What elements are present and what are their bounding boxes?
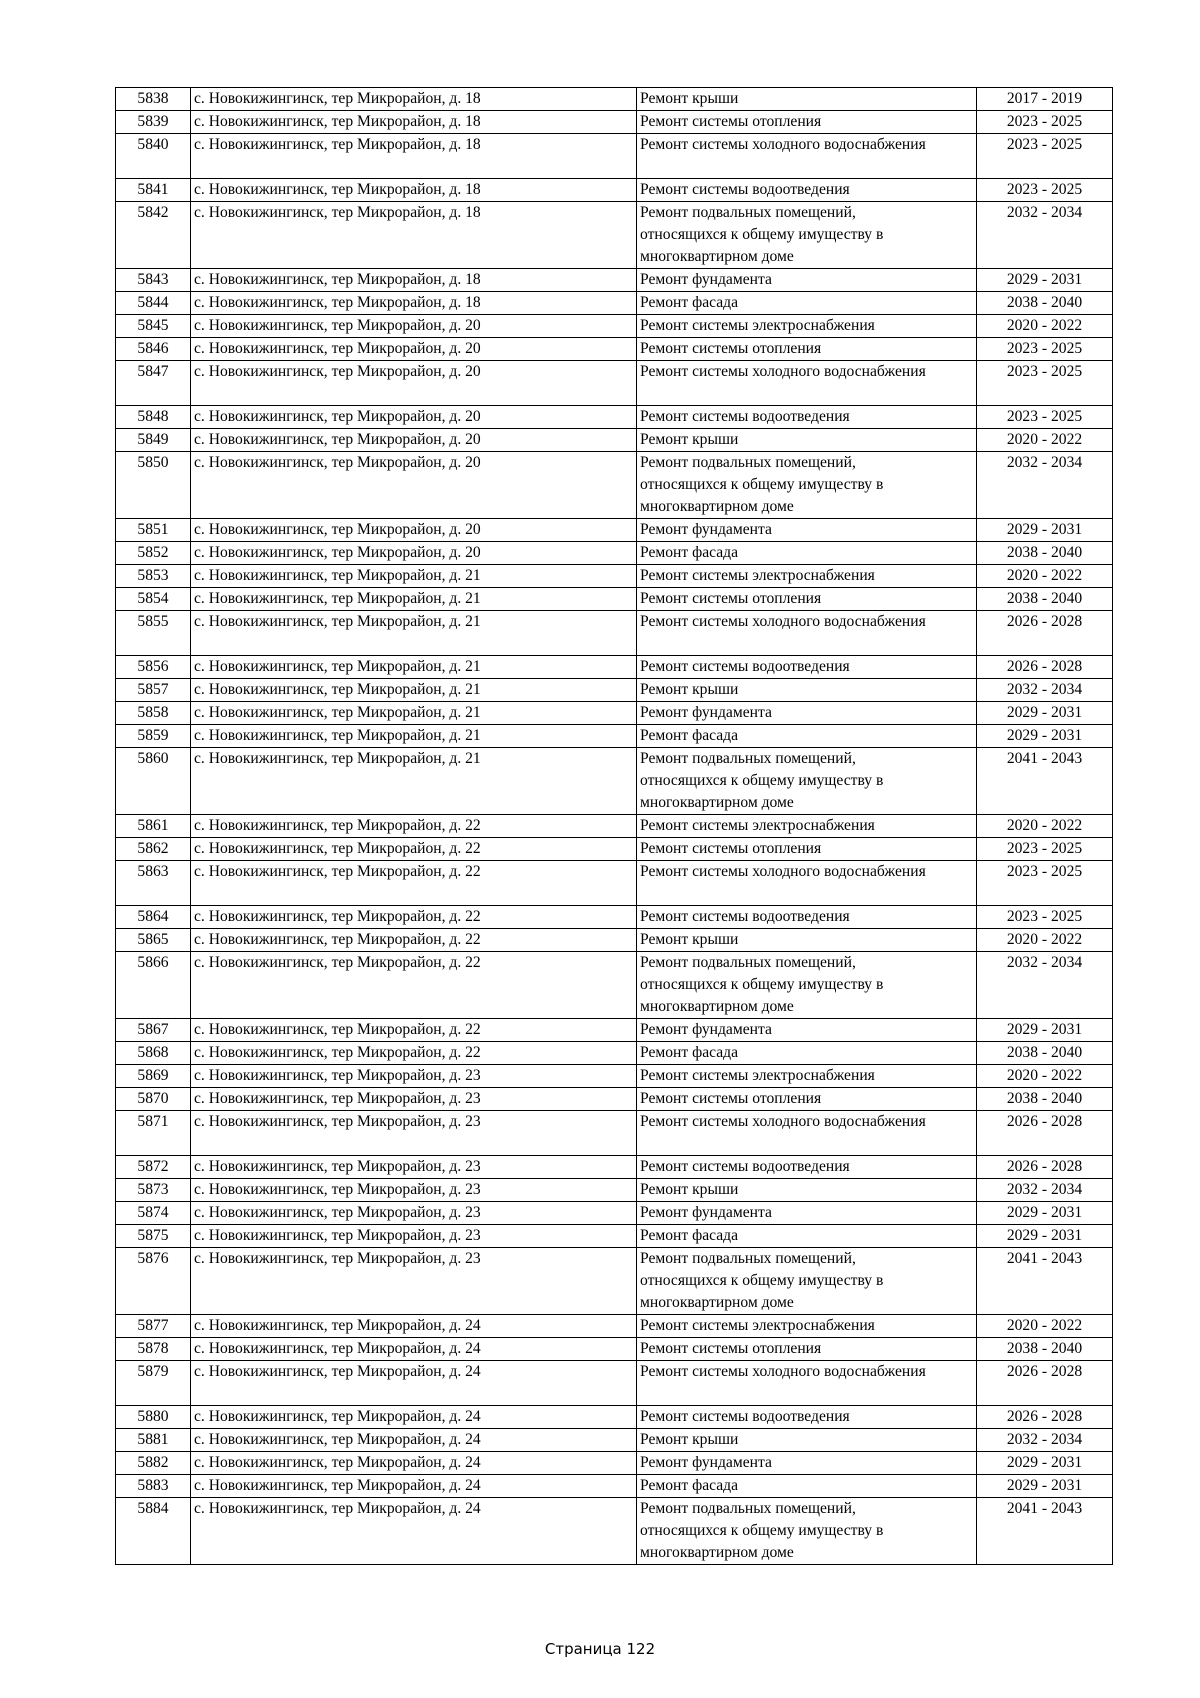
table-row — [116, 1361, 1113, 1406]
address-cell: с. Новокижингинск, тер Микрорайон, д. 21 — [191, 611, 637, 656]
period-cell: 2026 - 2028 — [977, 611, 1113, 656]
table-row — [116, 519, 1113, 542]
table-row — [116, 1202, 1113, 1225]
work-type-cell: Ремонт подвальных помещений, относящихся к общему имуществу в многоквартирном доме — [637, 202, 977, 269]
table-row — [116, 1156, 1113, 1179]
table-row — [116, 429, 1113, 452]
work-type-cell: Ремонт фундамента — [637, 269, 977, 292]
table-row — [116, 111, 1113, 134]
address-cell: с. Новокижингинск, тер Микрорайон, д. 21 — [191, 725, 637, 748]
row-number-cell: 5866 — [116, 952, 191, 1019]
period-cell: 2038 - 2040 — [977, 1338, 1113, 1361]
row-number-cell: 5883 — [116, 1475, 191, 1498]
table-row — [116, 748, 1113, 815]
period-cell: 2020 - 2022 — [977, 429, 1113, 452]
address-cell: с. Новокижингинск, тер Микрорайон, д. 22 — [191, 1019, 637, 1042]
table-row — [116, 361, 1113, 406]
address-cell: с. Новокижингинск, тер Микрорайон, д. 23 — [191, 1088, 637, 1111]
work-type-cell: Ремонт фундамента — [637, 1202, 977, 1225]
address-cell: с. Новокижингинск, тер Микрорайон, д. 21 — [191, 679, 637, 702]
work-type-cell: Ремонт фасада — [637, 725, 977, 748]
row-number-cell: 5878 — [116, 1338, 191, 1361]
address-cell: с. Новокижингинск, тер Микрорайон, д. 20 — [191, 452, 637, 519]
work-type-cell: Ремонт системы холодного водоснабжения — [637, 134, 977, 179]
work-type-cell: Ремонт системы водоотведения — [637, 906, 977, 929]
period-cell: 2023 - 2025 — [977, 361, 1113, 406]
row-number-cell: 5852 — [116, 542, 191, 565]
address-cell: с. Новокижингинск, тер Микрорайон, д. 18 — [191, 88, 637, 111]
address-cell: с. Новокижингинск, тер Микрорайон, д. 23 — [191, 1225, 637, 1248]
table-row — [116, 542, 1113, 565]
period-cell: 2038 - 2040 — [977, 588, 1113, 611]
work-type-cell: Ремонт системы отопления — [637, 111, 977, 134]
row-number-cell: 5867 — [116, 1019, 191, 1042]
row-number-cell: 5843 — [116, 269, 191, 292]
work-type-cell: Ремонт подвальных помещений, относящихся к общему имуществу в многоквартирном доме — [637, 952, 977, 1019]
period-cell: 2032 - 2034 — [977, 679, 1113, 702]
work-type-cell: Ремонт системы холодного водоснабжения — [637, 1111, 977, 1156]
table-row — [116, 838, 1113, 861]
work-type-cell: Ремонт системы холодного водоснабжения — [637, 611, 977, 656]
work-type-cell: Ремонт системы отопления — [637, 838, 977, 861]
work-type-cell: Ремонт системы водоотведения — [637, 656, 977, 679]
period-cell: 2038 - 2040 — [977, 1088, 1113, 1111]
table-row — [116, 1429, 1113, 1452]
address-cell: с. Новокижингинск, тер Микрорайон, д. 24 — [191, 1475, 637, 1498]
work-type-cell: Ремонт крыши — [637, 429, 977, 452]
address-cell: с. Новокижингинск, тер Микрорайон, д. 23 — [191, 1111, 637, 1156]
row-number-cell: 5853 — [116, 565, 191, 588]
work-type-cell: Ремонт системы отопления — [637, 1338, 977, 1361]
row-number-cell: 5851 — [116, 519, 191, 542]
period-cell: 2020 - 2022 — [977, 1065, 1113, 1088]
address-cell: с. Новокижингинск, тер Микрорайон, д. 24 — [191, 1361, 637, 1406]
address-cell: с. Новокижингинск, тер Микрорайон, д. 24 — [191, 1315, 637, 1338]
address-cell: с. Новокижингинск, тер Микрорайон, д. 23 — [191, 1156, 637, 1179]
address-cell: с. Новокижингинск, тер Микрорайон, д. 20 — [191, 315, 637, 338]
period-cell: 2023 - 2025 — [977, 111, 1113, 134]
address-cell: с. Новокижингинск, тер Микрорайон, д. 18 — [191, 179, 637, 202]
period-cell: 2020 - 2022 — [977, 565, 1113, 588]
address-cell: с. Новокижингинск, тер Микрорайон, д. 24 — [191, 1498, 637, 1565]
table-row — [116, 1475, 1113, 1498]
repair-schedule-table — [115, 87, 1113, 1565]
row-number-cell: 5875 — [116, 1225, 191, 1248]
work-type-cell: Ремонт подвальных помещений, относящихся к общему имуществу в многоквартирном доме — [637, 748, 977, 815]
table-row — [116, 1088, 1113, 1111]
address-cell: с. Новокижингинск, тер Микрорайон, д. 24 — [191, 1452, 637, 1475]
work-type-cell: Ремонт системы холодного водоснабжения — [637, 1361, 977, 1406]
row-number-cell: 5864 — [116, 906, 191, 929]
table-row — [116, 452, 1113, 519]
work-type-cell: Ремонт фундамента — [637, 1019, 977, 1042]
period-cell: 2029 - 2031 — [977, 1225, 1113, 1248]
period-cell: 2038 - 2040 — [977, 542, 1113, 565]
table-row — [116, 1498, 1113, 1565]
row-number-cell: 5841 — [116, 179, 191, 202]
row-number-cell: 5882 — [116, 1452, 191, 1475]
address-cell: с. Новокижингинск, тер Микрорайон, д. 22 — [191, 952, 637, 1019]
table-row — [116, 952, 1113, 1019]
row-number-cell: 5880 — [116, 1406, 191, 1429]
table-row — [116, 292, 1113, 315]
address-cell: с. Новокижингинск, тер Микрорайон, д. 24 — [191, 1429, 637, 1452]
work-type-cell: Ремонт подвальных помещений, относящихся к общему имуществу в многоквартирном доме — [637, 452, 977, 519]
table-row — [116, 1406, 1113, 1429]
row-number-cell: 5848 — [116, 406, 191, 429]
work-type-cell: Ремонт крыши — [637, 1179, 977, 1202]
period-cell: 2026 - 2028 — [977, 656, 1113, 679]
row-number-cell: 5840 — [116, 134, 191, 179]
period-cell: 2029 - 2031 — [977, 725, 1113, 748]
row-number-cell: 5838 — [116, 88, 191, 111]
work-type-cell: Ремонт системы водоотведения — [637, 1156, 977, 1179]
work-type-cell: Ремонт фасада — [637, 292, 977, 315]
work-type-cell: Ремонт крыши — [637, 1429, 977, 1452]
table-row — [116, 338, 1113, 361]
table-row — [116, 1338, 1113, 1361]
table-row — [116, 1065, 1113, 1088]
period-cell: 2023 - 2025 — [977, 838, 1113, 861]
row-number-cell: 5879 — [116, 1361, 191, 1406]
work-type-cell: Ремонт подвальных помещений, относящихся к общему имуществу в многоквартирном доме — [637, 1248, 977, 1315]
table-row — [116, 269, 1113, 292]
table-row — [116, 861, 1113, 906]
period-cell: 2023 - 2025 — [977, 861, 1113, 906]
page-number: Страница 122 — [544, 1640, 656, 1658]
period-cell: 2032 - 2034 — [977, 202, 1113, 269]
address-cell: с. Новокижингинск, тер Микрорайон, д. 23 — [191, 1065, 637, 1088]
table-row — [116, 1452, 1113, 1475]
address-cell: с. Новокижингинск, тер Микрорайон, д. 20 — [191, 406, 637, 429]
work-type-cell: Ремонт системы электроснабжения — [637, 1065, 977, 1088]
period-cell: 2029 - 2031 — [977, 1475, 1113, 1498]
address-cell: с. Новокижингинск, тер Микрорайон, д. 23 — [191, 1248, 637, 1315]
address-cell: с. Новокижингинск, тер Микрорайон, д. 18 — [191, 111, 637, 134]
address-cell: с. Новокижингинск, тер Микрорайон, д. 21 — [191, 588, 637, 611]
row-number-cell: 5873 — [116, 1179, 191, 1202]
work-type-cell: Ремонт фундамента — [637, 1452, 977, 1475]
work-type-cell: Ремонт системы отопления — [637, 588, 977, 611]
work-type-cell: Ремонт фасада — [637, 1042, 977, 1065]
table-row — [116, 179, 1113, 202]
address-cell: с. Новокижингинск, тер Микрорайон, д. 18 — [191, 134, 637, 179]
period-cell: 2026 - 2028 — [977, 1156, 1113, 1179]
table-row — [116, 1042, 1113, 1065]
work-type-cell: Ремонт фундамента — [637, 702, 977, 725]
row-number-cell: 5842 — [116, 202, 191, 269]
period-cell: 2029 - 2031 — [977, 1019, 1113, 1042]
work-type-cell: Ремонт крыши — [637, 88, 977, 111]
period-cell: 2020 - 2022 — [977, 1315, 1113, 1338]
address-cell: с. Новокижингинск, тер Микрорайон, д. 22 — [191, 838, 637, 861]
period-cell: 2032 - 2034 — [977, 952, 1113, 1019]
address-cell: с. Новокижингинск, тер Микрорайон, д. 22 — [191, 929, 637, 952]
address-cell: с. Новокижингинск, тер Микрорайон, д. 20 — [191, 361, 637, 406]
row-number-cell: 5860 — [116, 748, 191, 815]
period-cell: 2020 - 2022 — [977, 315, 1113, 338]
period-cell: 2020 - 2022 — [977, 815, 1113, 838]
work-type-cell: Ремонт системы водоотведения — [637, 179, 977, 202]
work-type-cell: Ремонт системы электроснабжения — [637, 565, 977, 588]
table-row — [116, 815, 1113, 838]
work-type-cell: Ремонт фасада — [637, 542, 977, 565]
address-cell: с. Новокижингинск, тер Микрорайон, д. 18 — [191, 292, 637, 315]
row-number-cell: 5870 — [116, 1088, 191, 1111]
period-cell: 2029 - 2031 — [977, 1452, 1113, 1475]
address-cell: с. Новокижингинск, тер Микрорайон, д. 23 — [191, 1179, 637, 1202]
period-cell: 2041 - 2043 — [977, 1248, 1113, 1315]
address-cell: с. Новокижингинск, тер Микрорайон, д. 21 — [191, 748, 637, 815]
document-sheet — [115, 87, 1112, 1565]
table-row — [116, 1248, 1113, 1315]
row-number-cell: 5856 — [116, 656, 191, 679]
address-cell: с. Новокижингинск, тер Микрорайон, д. 21 — [191, 565, 637, 588]
address-cell: с. Новокижингинск, тер Микрорайон, д. 20 — [191, 338, 637, 361]
work-type-cell: Ремонт системы холодного водоснабжения — [637, 361, 977, 406]
table-row — [116, 929, 1113, 952]
address-cell: с. Новокижингинск, тер Микрорайон, д. 23 — [191, 1202, 637, 1225]
work-type-cell: Ремонт системы водоотведения — [637, 1406, 977, 1429]
period-cell: 2029 - 2031 — [977, 269, 1113, 292]
period-cell: 2041 - 2043 — [977, 1498, 1113, 1565]
work-type-cell: Ремонт подвальных помещений, относящихся к общему имуществу в многоквартирном доме — [637, 1498, 977, 1565]
address-cell: с. Новокижингинск, тер Микрорайон, д. 21 — [191, 702, 637, 725]
address-cell: с. Новокижингинск, тер Микрорайон, д. 24 — [191, 1338, 637, 1361]
table-row — [116, 1315, 1113, 1338]
period-cell: 2020 - 2022 — [977, 929, 1113, 952]
row-number-cell: 5881 — [116, 1429, 191, 1452]
row-number-cell: 5874 — [116, 1202, 191, 1225]
table-body — [116, 88, 1113, 1565]
table-row — [116, 406, 1113, 429]
work-type-cell: Ремонт системы отопления — [637, 1088, 977, 1111]
period-cell: 2029 - 2031 — [977, 702, 1113, 725]
table-row — [116, 725, 1113, 748]
table-row — [116, 88, 1113, 111]
row-number-cell: 5857 — [116, 679, 191, 702]
period-cell: 2029 - 2031 — [977, 519, 1113, 542]
period-cell: 2041 - 2043 — [977, 748, 1113, 815]
work-type-cell: Ремонт системы холодного водоснабжения — [637, 861, 977, 906]
address-cell: с. Новокижингинск, тер Микрорайон, д. 18 — [191, 202, 637, 269]
period-cell: 2023 - 2025 — [977, 906, 1113, 929]
table-row — [116, 1019, 1113, 1042]
table-row — [116, 1179, 1113, 1202]
period-cell: 2032 - 2034 — [977, 1429, 1113, 1452]
row-number-cell: 5871 — [116, 1111, 191, 1156]
row-number-cell: 5877 — [116, 1315, 191, 1338]
address-cell: с. Новокижингинск, тер Микрорайон, д. 24 — [191, 1406, 637, 1429]
row-number-cell: 5858 — [116, 702, 191, 725]
row-number-cell: 5839 — [116, 111, 191, 134]
table-row — [116, 1111, 1113, 1156]
row-number-cell: 5876 — [116, 1248, 191, 1315]
period-cell: 2032 - 2034 — [977, 452, 1113, 519]
row-number-cell: 5872 — [116, 1156, 191, 1179]
row-number-cell: 5865 — [116, 929, 191, 952]
period-cell: 2032 - 2034 — [977, 1179, 1113, 1202]
row-number-cell: 5850 — [116, 452, 191, 519]
row-number-cell: 5869 — [116, 1065, 191, 1088]
work-type-cell: Ремонт системы электроснабжения — [637, 315, 977, 338]
period-cell: 2038 - 2040 — [977, 292, 1113, 315]
row-number-cell: 5861 — [116, 815, 191, 838]
table-row — [116, 656, 1113, 679]
work-type-cell: Ремонт системы электроснабжения — [637, 1315, 977, 1338]
address-cell: с. Новокижингинск, тер Микрорайон, д. 20 — [191, 542, 637, 565]
address-cell: с. Новокижингинск, тер Микрорайон, д. 22 — [191, 861, 637, 906]
table-row — [116, 202, 1113, 269]
work-type-cell: Ремонт фундамента — [637, 519, 977, 542]
period-cell: 2017 - 2019 — [977, 88, 1113, 111]
work-type-cell: Ремонт крыши — [637, 679, 977, 702]
table-row — [116, 1225, 1113, 1248]
work-type-cell: Ремонт системы электроснабжения — [637, 815, 977, 838]
row-number-cell: 5854 — [116, 588, 191, 611]
period-cell: 2026 - 2028 — [977, 1111, 1113, 1156]
address-cell: с. Новокижингинск, тер Микрорайон, д. 21 — [191, 656, 637, 679]
period-cell: 2023 - 2025 — [977, 134, 1113, 179]
row-number-cell: 5868 — [116, 1042, 191, 1065]
period-cell: 2026 - 2028 — [977, 1406, 1113, 1429]
address-cell: с. Новокижингинск, тер Микрорайон, д. 20 — [191, 429, 637, 452]
table-row — [116, 679, 1113, 702]
work-type-cell: Ремонт системы водоотведения — [637, 406, 977, 429]
table-row — [116, 702, 1113, 725]
table-row — [116, 906, 1113, 929]
work-type-cell: Ремонт крыши — [637, 929, 977, 952]
row-number-cell: 5855 — [116, 611, 191, 656]
period-cell: 2038 - 2040 — [977, 1042, 1113, 1065]
row-number-cell: 5846 — [116, 338, 191, 361]
work-type-cell: Ремонт фасада — [637, 1225, 977, 1248]
period-cell: 2023 - 2025 — [977, 338, 1113, 361]
table-row — [116, 315, 1113, 338]
table-row — [116, 565, 1113, 588]
address-cell: с. Новокижингинск, тер Микрорайон, д. 22 — [191, 815, 637, 838]
row-number-cell: 5862 — [116, 838, 191, 861]
table-row — [116, 588, 1113, 611]
table-row — [116, 611, 1113, 656]
address-cell: с. Новокижингинск, тер Микрорайон, д. 20 — [191, 519, 637, 542]
row-number-cell: 5859 — [116, 725, 191, 748]
address-cell: с. Новокижингинск, тер Микрорайон, д. 18 — [191, 269, 637, 292]
table-row — [116, 134, 1113, 179]
period-cell: 2023 - 2025 — [977, 406, 1113, 429]
row-number-cell: 5847 — [116, 361, 191, 406]
period-cell: 2026 - 2028 — [977, 1361, 1113, 1406]
work-type-cell: Ремонт фасада — [637, 1475, 977, 1498]
period-cell: 2029 - 2031 — [977, 1202, 1113, 1225]
row-number-cell: 5844 — [116, 292, 191, 315]
work-type-cell: Ремонт системы отопления — [637, 338, 977, 361]
row-number-cell: 5845 — [116, 315, 191, 338]
period-cell: 2023 - 2025 — [977, 179, 1113, 202]
row-number-cell: 5863 — [116, 861, 191, 906]
address-cell: с. Новокижингинск, тер Микрорайон, д. 22 — [191, 906, 637, 929]
row-number-cell: 5884 — [116, 1498, 191, 1565]
row-number-cell: 5849 — [116, 429, 191, 452]
address-cell: с. Новокижингинск, тер Микрорайон, д. 22 — [191, 1042, 637, 1065]
